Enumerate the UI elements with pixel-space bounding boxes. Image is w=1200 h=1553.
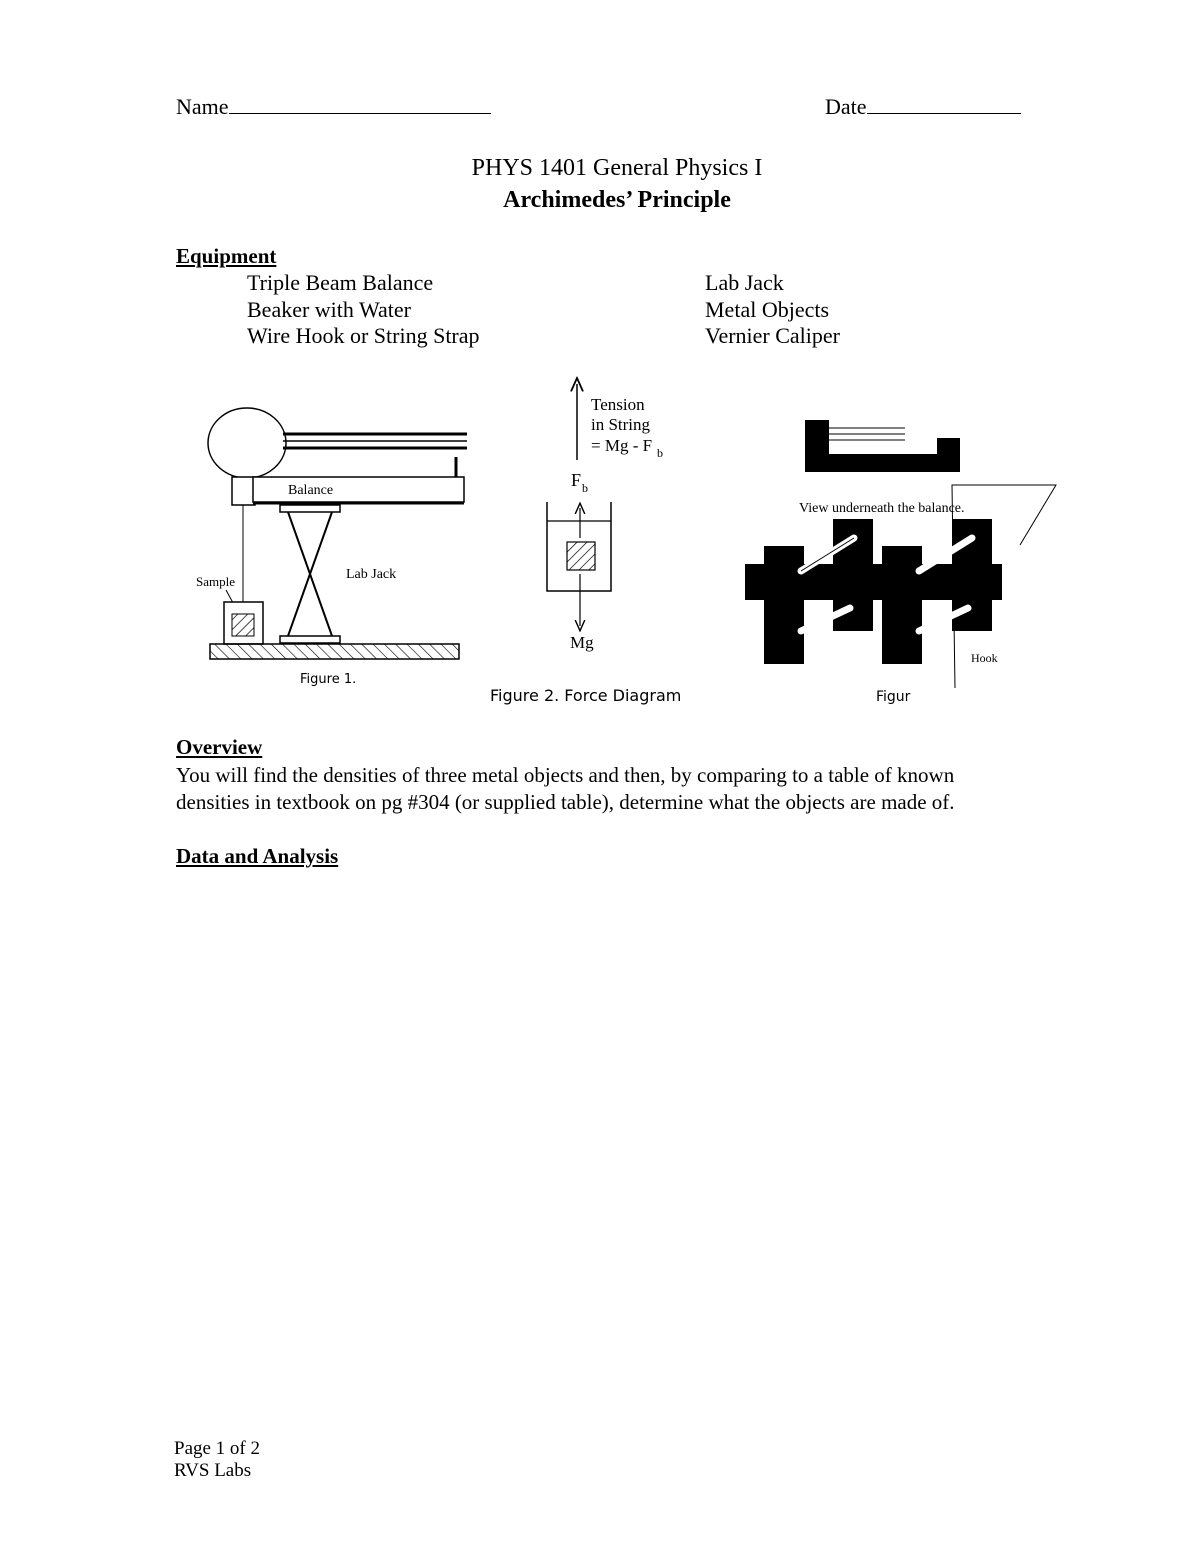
course-title: PHYS 1401 General Physics I (471, 155, 763, 181)
footer-org: RVS Labs (174, 1460, 252, 1481)
figure2-caption: Figure 2. Force Diagram (490, 686, 682, 705)
fb-label: F (571, 470, 582, 490)
tension-subscript: b (657, 446, 663, 460)
figure1-balance-setup (196, 408, 467, 687)
figure3-caption: Figur (876, 689, 911, 705)
date-label: Date (825, 94, 867, 119)
figure2-force-diagram (490, 384, 681, 705)
equipment-item: Vernier Caliper (705, 323, 840, 348)
tension-line3: = Mg - F (591, 436, 653, 455)
overview-body (176, 762, 955, 816)
mg-label: Mg (570, 633, 594, 652)
equipment-item: Metal Objects (705, 296, 830, 322)
figures-illustration (0, 0, 1200, 720)
balance-label: Balance (288, 483, 334, 498)
hook-label: Hook (971, 651, 998, 665)
balance-body (253, 477, 464, 502)
sample-label: Sample (196, 574, 235, 589)
data-analysis-heading: Data and Analysis (176, 844, 339, 868)
figure3-underneath-view (745, 420, 1056, 705)
equipment-item: Beaker with Water (247, 296, 411, 322)
equipment-item: Triple Beam Balance (247, 270, 434, 295)
balance-hanger-block (232, 477, 255, 505)
equipment-heading: Equipment (176, 244, 277, 268)
tension-line2: in String (591, 415, 651, 434)
fb-subscript: b (582, 481, 588, 495)
footer (174, 1438, 260, 1482)
overview-line: densities in textbook on pg #304 (or supplied table), determine what the objects are made of. (176, 790, 955, 814)
sample-block (232, 614, 254, 636)
overview-heading: Overview (176, 735, 263, 759)
ground (210, 644, 459, 659)
figure1-caption: Figure 1. (300, 672, 357, 687)
balance-pan-circle (208, 408, 286, 478)
equipment-item: Lab Jack (705, 270, 784, 295)
labjack-label: Lab Jack (346, 567, 397, 582)
page-number: Page 1 of 2 (174, 1438, 261, 1459)
view-label: View underneath the balance. (799, 501, 965, 516)
tension-line1: Tension (591, 395, 645, 414)
overview-line: You will find the densities of three metal objects and then, by comparing to a table of known (176, 763, 955, 787)
equipment-item: Wire Hook or String Strap (247, 323, 480, 348)
lab-title: Archimedes’ Principle (503, 187, 731, 213)
submerged-object (567, 542, 595, 570)
name-label: Name (176, 94, 229, 119)
